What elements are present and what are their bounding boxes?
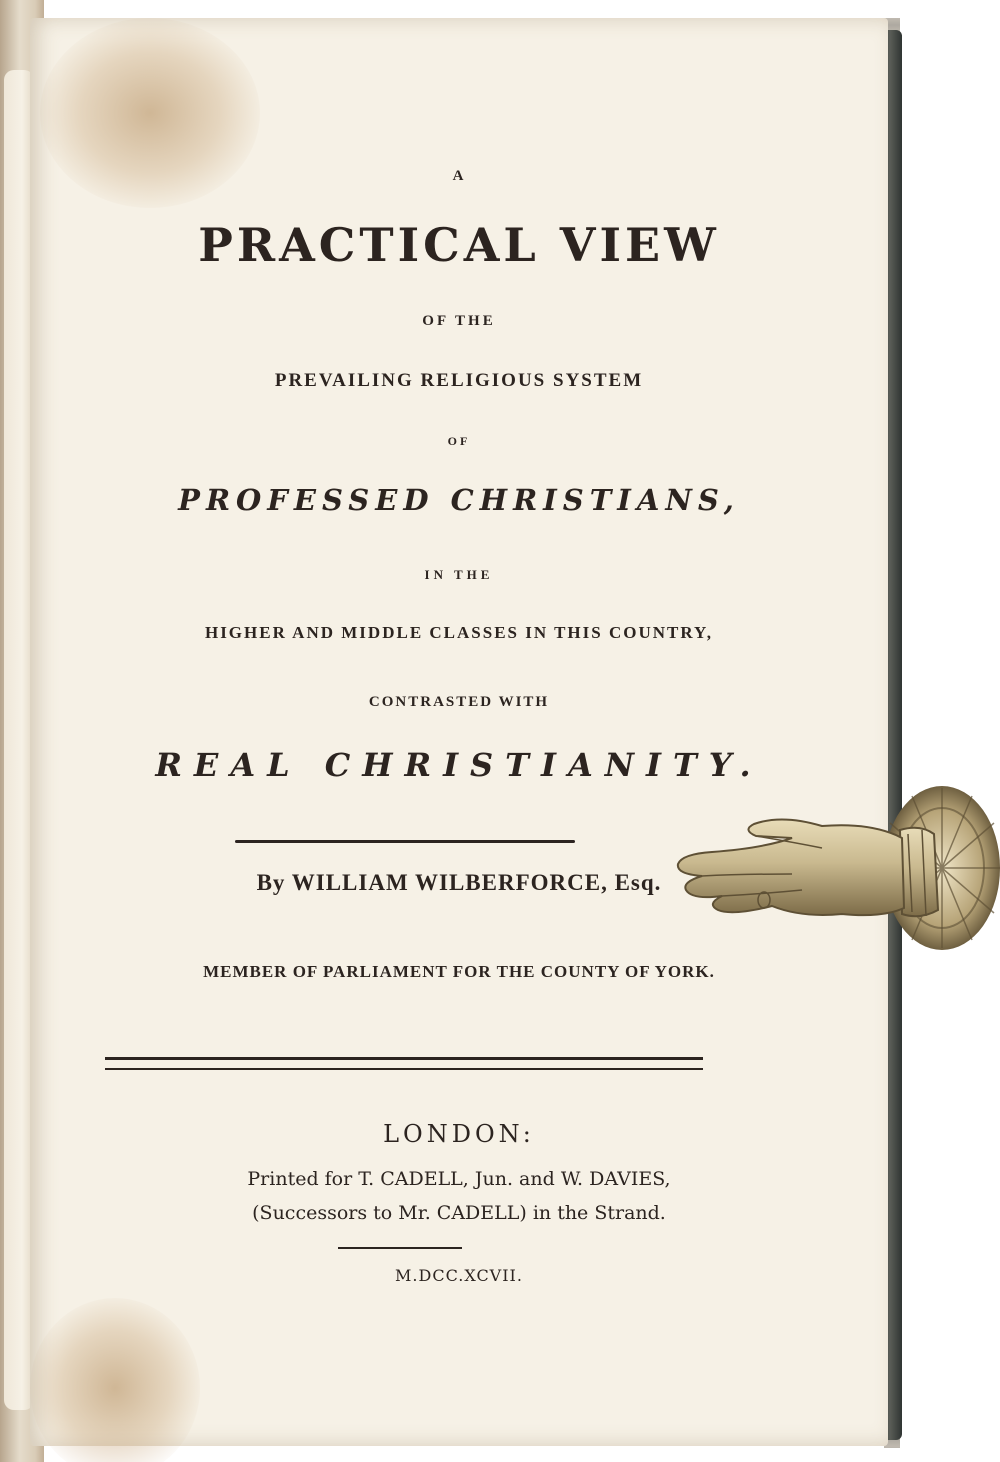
divider-rule-short xyxy=(338,1247,462,1249)
successors-line: (Successors to Mr. CADELL) in the Strand. xyxy=(252,1202,666,1224)
divider-rule-top xyxy=(235,840,575,843)
imprint-date: M.DCC.XCVII. xyxy=(395,1266,523,1285)
higher-classes-line: HIGHER AND MIDDLE CLASSES IN THIS COUNTRY, xyxy=(204,623,714,642)
foxing-stain-bottom xyxy=(30,1298,200,1462)
double-rule-lower xyxy=(105,1068,703,1070)
printed-for-line: Printed for T. CADELL, Jun. and W. DAVIES, xyxy=(247,1168,671,1190)
title-article: A xyxy=(452,168,466,184)
author-line: By WILLIAM WILBERFORCE, Esq. xyxy=(256,870,662,895)
member-line: MEMBER OF PARLIAMENT FOR THE COUNTY OF YORK. xyxy=(203,962,715,981)
double-rule-upper xyxy=(105,1057,703,1060)
main-title: PRACTICAL VIEW xyxy=(198,218,720,272)
brass-hand-page-clip-icon xyxy=(672,778,1000,958)
real-christianity-line: REAL CHRISTIANITY. xyxy=(155,746,763,784)
professed-christians-line: PROFESSED CHRISTIANS, xyxy=(178,483,740,517)
in-the-line: IN THE xyxy=(424,567,494,582)
contrasted-line: CONTRASTED WITH xyxy=(368,694,550,710)
imprint-place: LONDON: xyxy=(383,1120,535,1148)
prevailing-line: PREVAILING RELIGIOUS SYSTEM xyxy=(274,370,644,391)
of-line: OF xyxy=(447,434,471,448)
clip-cuff xyxy=(900,828,938,917)
clip-hand xyxy=(678,819,904,915)
of-the-line: OF THE xyxy=(422,313,496,329)
